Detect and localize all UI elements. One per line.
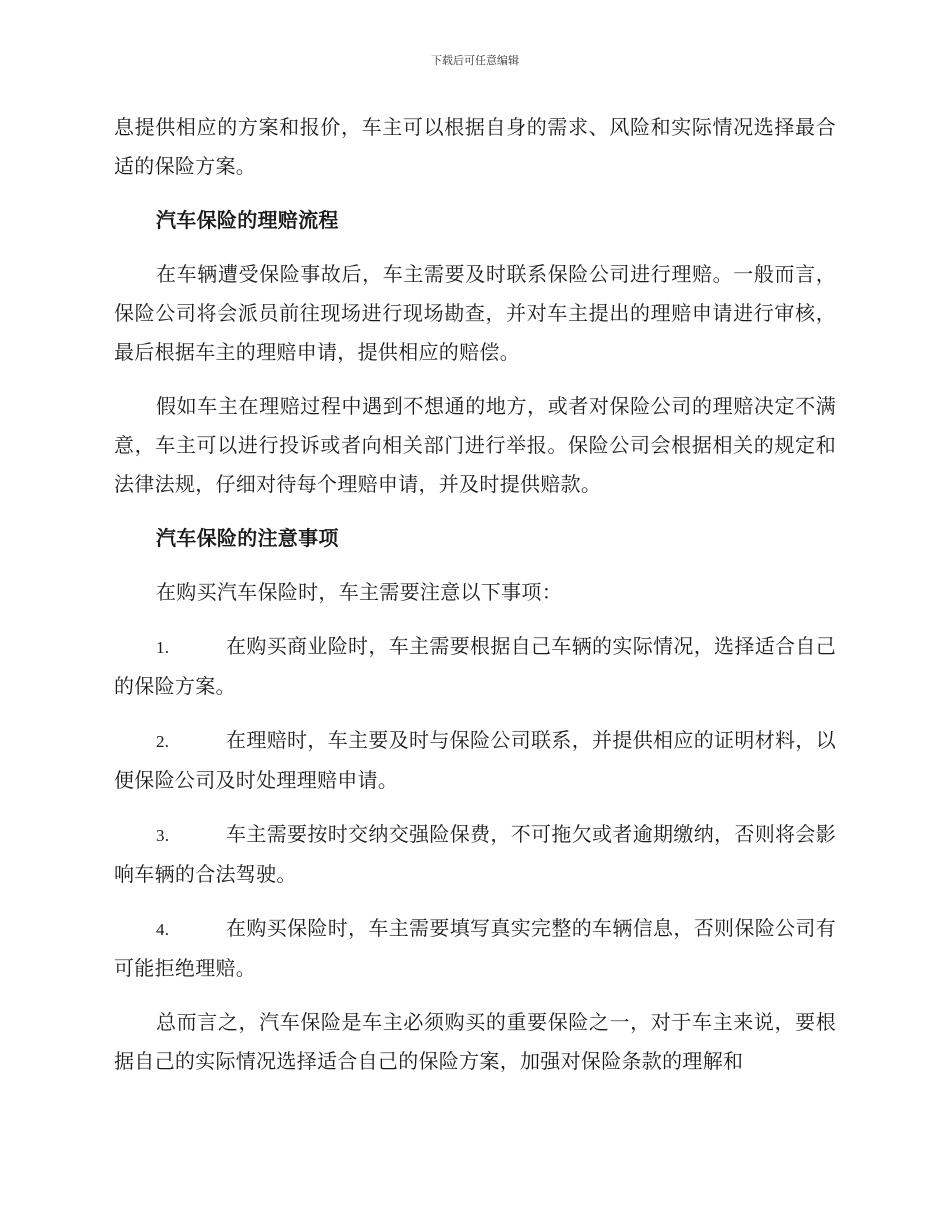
list-item [114,909,836,988]
list-item [114,627,836,706]
list-item-number: 4. [156,920,170,939]
paragraph-claims-1: 在车辆遭受保险事故后，车主需要及时联系保险公司进行理赔。一般而言，保险公司将会派员前往现场进行现场勘查，并对车主提出的理赔申请进行审核，最后根据车主的理赔申请，提供相应的赔偿。 [114,262,836,364]
list-item-text: 车主需要按时交纳交强险保费，不可拖欠或者逾期缴纳，否则将会影响车辆的合法驾驶。 [114,822,836,886]
document-body [114,108,836,1096]
page-header: 下载后可任意编辑 [431,54,519,67]
list-item [114,815,836,894]
list-item-number: 2. [156,732,170,751]
paragraph-precautions-intro: 在购买汽车保险时，车主需要注意以下事项： [156,580,562,604]
section-heading-claims-process: 汽车保险的理赔流程 [156,208,339,232]
list-item-text: 在理赔时，车主要及时与保险公司联系，并提供相应的证明材料，以便保险公司及时处理理赔申请。 [114,728,836,792]
paragraph-claims-2: 假如车主在理赔过程中遇到不想通的地方，或者对保险公司的理赔决定不满意，车主可以进行投诉或者向相关部门进行举报。保险公司会根据相关的规定和法律法规，仔细对待每个理赔申请，并及时提供赔款。 [114,394,836,496]
list-item-text: 在购买保险时，车主需要填写真实完整的车辆信息，否则保险公司有可能拒绝理赔。 [114,916,836,980]
list-item [114,721,836,800]
list-item-text: 在购买商业险时，车主需要根据自己车辆的实际情况，选择适合自己的保险方案。 [114,634,836,698]
list-item-number: 1. [156,638,170,657]
paragraph-conclusion: 总而言之，汽车保险是车主必须购买的重要保险之一，对于车主来说，要根据自己的实际情况选择适合自己的保险方案，加强对保险条款的理解和 [114,1010,836,1073]
paragraph-continued: 息提供相应的方案和报价，车主可以根据自身的需求、风险和实际情况选择最合适的保险方案。 [114,115,836,178]
section-heading-precautions: 汽车保险的注意事项 [156,526,339,550]
list-item-number: 3. [156,826,170,845]
